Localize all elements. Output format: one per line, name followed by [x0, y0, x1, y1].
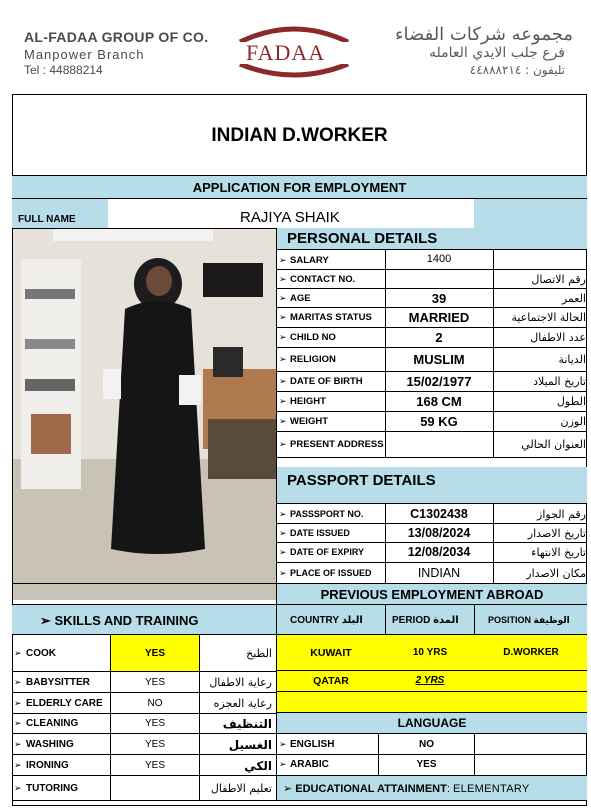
personal-label-ar: الوزن: [560, 415, 586, 428]
personal-value: 2: [435, 330, 443, 345]
skill-value: NO: [147, 697, 163, 709]
passport-label: DATE ISSUED: [290, 527, 350, 538]
chevron-right-icon: ➢: [279, 396, 287, 406]
telephone-ar: تليفون : ٤٤٨٨٨٢١٤: [469, 63, 565, 77]
company-name-en: AL-FADAA GROUP OF CO.: [24, 29, 209, 45]
language-value: YES: [416, 759, 437, 770]
branch-name-ar: فرع جلب الايدي العامله: [428, 45, 565, 61]
passport-label: PASSSPORT NO.: [290, 508, 364, 519]
personal-label: WEIGHT: [290, 416, 328, 427]
personal-label: MARITAS STATUS: [290, 312, 372, 323]
fadaa-logo: [236, 20, 352, 82]
skill-value: YES: [144, 738, 165, 750]
education-colon: :: [446, 783, 453, 795]
passport-value: C1302438: [410, 506, 468, 521]
chevron-right-icon: ➢: [279, 312, 287, 322]
passport-label-ar: مكان الاصدار: [526, 566, 586, 580]
skills-title-text: SKILLS AND TRAINING: [54, 613, 199, 628]
telephone-en: Tel : 44888214: [24, 63, 103, 77]
application-title: APPLICATION FOR EMPLOYMENT: [192, 180, 407, 195]
chevron-right-icon: ➢: [279, 416, 287, 426]
personal-label-ar: تاريخ الميلاد: [533, 375, 586, 388]
passport-label: DATE OF EXPIRY: [290, 547, 365, 557]
personal-label: RELIGION: [290, 354, 336, 365]
skill-value: YES: [144, 676, 165, 688]
language-label: ARABIC: [290, 759, 329, 770]
skills-title: [40, 614, 198, 627]
personal-label: CONTACT NO.: [290, 273, 356, 285]
col-position-ar: الوظيفة: [533, 616, 570, 626]
passport-value: 12/08/2034: [407, 545, 471, 559]
passport-label-ar: تاريخ الاصدار: [527, 526, 586, 540]
personal-label-ar: الحالة الاجتماعية: [511, 311, 586, 324]
chevron-right-icon: ➢: [14, 738, 22, 749]
chevron-right-icon: ➢: [279, 527, 287, 538]
skill-label: WASHING: [26, 738, 74, 750]
language-title: LANGUAGE: [397, 716, 467, 730]
personal-value: 15/02/1977: [406, 374, 472, 389]
col-country: [290, 616, 363, 626]
chevron-right-icon: ➢: [14, 648, 22, 658]
chevron-right-icon: ➢: [279, 567, 287, 578]
passport-label-ar: تاريخ الانتهاء: [531, 546, 586, 559]
personal-details-title: PERSONAL DETAILS: [287, 230, 438, 247]
skill-label-ar: الطبخ: [246, 647, 272, 660]
skill-label: BABYSITTER: [26, 676, 90, 688]
personal-label: DATE OF BIRTH: [290, 376, 363, 387]
chevron-right-icon: ➢: [14, 759, 22, 770]
col-period: [392, 616, 459, 626]
prev-country: KUWAIT: [310, 646, 352, 659]
chevron-right-icon: ➢: [279, 273, 287, 284]
personal-label: CHILD NO: [290, 332, 336, 343]
chevron-right-icon: ➢: [14, 718, 22, 728]
chevron-right-icon: ➢: [40, 613, 55, 628]
personal-label-ar: العنوان الحالي: [521, 438, 586, 451]
full-name-value: RAJIYA SHAIK: [240, 209, 340, 226]
form-title: INDIAN D.WORKER: [211, 125, 388, 146]
personal-label-ar: الديانة: [558, 353, 586, 366]
branch-name-en: Manpower Branch: [24, 47, 145, 62]
education-label: EDUCATIONAL ATTAINMENT: [295, 783, 447, 795]
skill-value: YES: [144, 759, 165, 771]
passport-value: 13/08/2024: [407, 525, 471, 540]
skill-label-ar: رعاية الاطفال: [209, 675, 272, 689]
chevron-right-icon: ➢: [279, 547, 287, 557]
prev-period: 10 YRS: [412, 646, 448, 658]
skill-label: COOK: [26, 648, 56, 659]
chevron-right-icon: ➢: [14, 676, 22, 687]
chevron-right-icon: ➢: [279, 759, 287, 769]
skill-label: CLEANING: [26, 718, 79, 729]
chevron-right-icon: ➢: [14, 697, 22, 708]
col-period-ar: المدة: [433, 615, 459, 626]
chevron-right-icon: ➢: [279, 332, 287, 342]
prev-period: 2 YRS: [415, 675, 445, 686]
personal-label-ar: رقم الاتصال: [531, 272, 586, 286]
full-name-label: FULL NAME: [18, 214, 76, 225]
company-name-ar: مجموعه شركات الفضاء: [395, 24, 573, 45]
col-country-en: COUNTRY: [290, 615, 339, 626]
col-position: [488, 616, 570, 626]
chevron-right-icon: ➢: [279, 508, 287, 519]
prev-row-bg: [277, 692, 587, 713]
prev-country: QATAR: [313, 675, 349, 687]
skill-value: YES: [144, 648, 165, 659]
personal-value: 168 CM: [416, 394, 462, 409]
personal-value: 39: [431, 290, 447, 306]
skill-label: IRONING: [26, 759, 69, 771]
chevron-right-icon: ➢: [279, 439, 287, 449]
education-value: ELEMENTARY: [452, 783, 530, 795]
education-line: [283, 784, 530, 795]
skill-value: YES: [144, 718, 165, 729]
personal-label-ar: عدد الاطفال: [530, 331, 586, 344]
personal-label-ar: الطول: [556, 395, 586, 408]
personal-label-ar: العمر: [561, 291, 586, 305]
logo-text: FADAA: [246, 40, 326, 65]
personal-value: 59 KG: [420, 414, 458, 429]
full-name-right-cell: [474, 199, 587, 228]
skill-label: TUTORING: [26, 782, 79, 794]
col-position-en: POSITION: [488, 615, 532, 625]
personal-label: HEIGHT: [290, 396, 326, 407]
chevron-right-icon: ➢: [14, 782, 22, 793]
skill-label: ELDERLY CARE: [26, 697, 103, 709]
skill-label-ar: التنظيف: [222, 717, 272, 731]
passport-label-ar: رقم الجواز: [537, 507, 586, 521]
previous-employment-title: PREVIOUS EMPLOYMENT ABROAD: [320, 587, 544, 602]
personal-label: PRESENT ADDRESS: [290, 439, 384, 450]
personal-label: AGE: [290, 292, 311, 304]
candidate-photo: [13, 229, 276, 600]
personal-label: SALARY: [290, 254, 329, 266]
col-country-ar: البلد: [341, 615, 363, 626]
language-label: ENGLISH: [290, 739, 335, 750]
chevron-right-icon: ➢: [283, 783, 296, 795]
passport-value: INDIAN: [417, 565, 461, 580]
skill-label-ar: رعاية العجزه: [213, 696, 272, 710]
chevron-right-icon: ➢: [279, 292, 287, 303]
chevron-right-icon: ➢: [279, 354, 287, 364]
skill-label-ar: الكي: [244, 758, 272, 773]
chevron-right-icon: ➢: [279, 376, 287, 386]
personal-value: MARRIED: [408, 310, 470, 325]
language-value: NO: [419, 739, 434, 750]
passport-label: PLACE OF ISSUED: [290, 567, 372, 578]
col-period-en: PERIOD: [392, 615, 431, 626]
skill-label-ar: الغسيل: [228, 737, 272, 752]
passport-details-title: PASSPORT DETAILS: [287, 472, 436, 489]
personal-value: MUSLIM: [413, 352, 465, 367]
personal-value: 1400: [426, 252, 452, 265]
skill-label-ar: تعليم الاطفال: [210, 781, 272, 795]
chevron-right-icon: ➢: [279, 739, 287, 749]
prev-position: D.WORKER: [503, 646, 559, 658]
chevron-right-icon: ➢: [279, 254, 287, 265]
